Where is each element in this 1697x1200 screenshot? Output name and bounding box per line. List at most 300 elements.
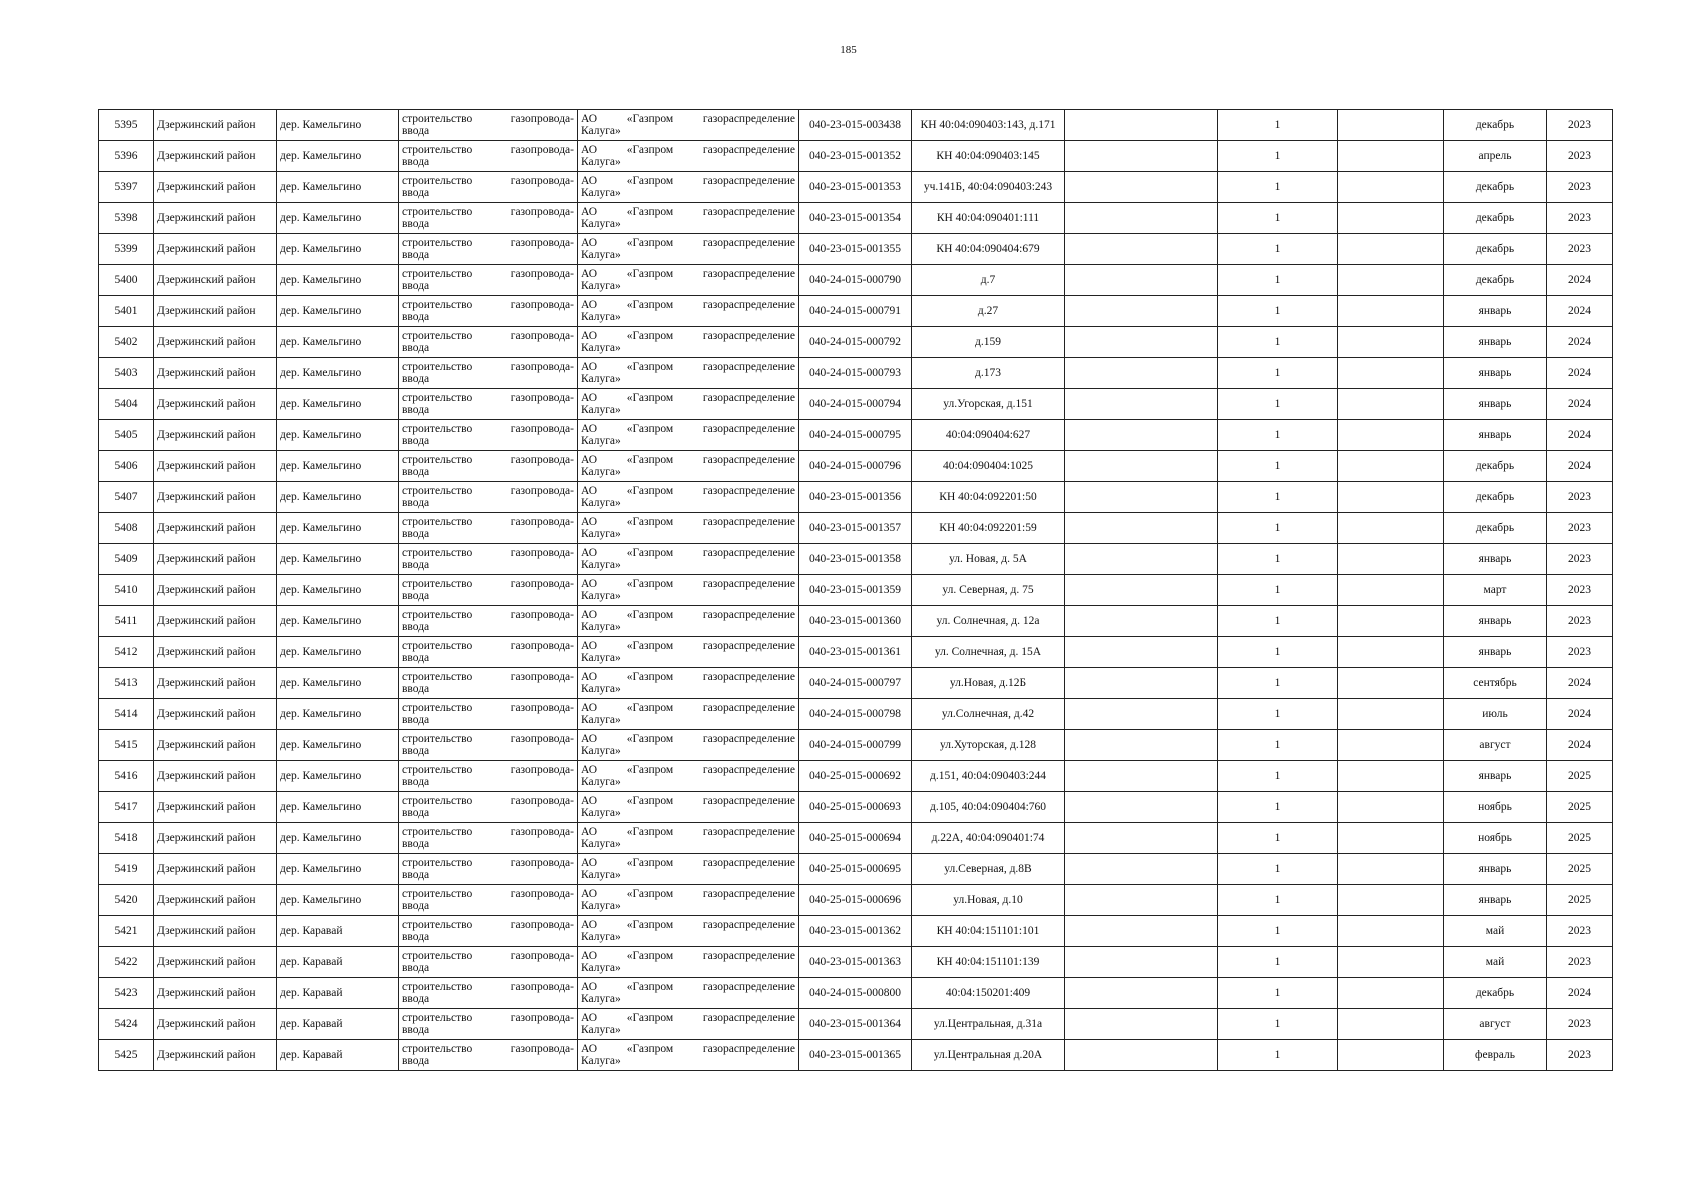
work-line-2: ввода bbox=[402, 900, 430, 912]
address-cell: уч.141Б, 40:04:090403:243 bbox=[912, 172, 1065, 203]
locality-cell: дер. Камельгино bbox=[277, 699, 399, 730]
work-line-2: ввода bbox=[402, 931, 430, 943]
table-row bbox=[99, 482, 1613, 513]
work-line-1: строительство газопровода- bbox=[402, 950, 574, 962]
month-cell: январь bbox=[1444, 761, 1547, 792]
organization-cell bbox=[578, 823, 799, 854]
organization-cell bbox=[578, 110, 799, 141]
registry-rows bbox=[99, 110, 1613, 1071]
locality-cell: дер. Камельгино bbox=[277, 637, 399, 668]
empty-cell bbox=[1065, 389, 1218, 420]
organization-line-1: АО «Газпром газораспределение bbox=[581, 237, 795, 249]
organization-line-2: Калуга» bbox=[581, 435, 621, 447]
work-line-2: ввода bbox=[402, 342, 430, 354]
organization-line-2: Калуга» bbox=[581, 962, 621, 974]
application-code-cell: 040-23-015-001354 bbox=[799, 203, 912, 234]
application-code-cell: 040-25-015-000695 bbox=[799, 854, 912, 885]
work-line-1: строительство газопровода- bbox=[402, 516, 574, 528]
quantity-cell: 1 bbox=[1218, 885, 1338, 916]
district-cell: Дзержинский район bbox=[154, 575, 277, 606]
work-cell bbox=[399, 544, 578, 575]
table-row bbox=[99, 637, 1613, 668]
application-code-cell: 040-23-015-003438 bbox=[799, 110, 912, 141]
empty-cell bbox=[1065, 699, 1218, 730]
organization-line-2: Калуга» bbox=[581, 528, 621, 540]
empty-cell bbox=[1065, 885, 1218, 916]
row-number: 5406 bbox=[99, 451, 154, 482]
organization-line-1: АО «Газпром газораспределение bbox=[581, 268, 795, 280]
empty-cell bbox=[1338, 389, 1444, 420]
empty-cell bbox=[1065, 916, 1218, 947]
district-cell: Дзержинский район bbox=[154, 637, 277, 668]
organization-cell bbox=[578, 947, 799, 978]
application-code-cell: 040-23-015-001352 bbox=[799, 141, 912, 172]
empty-cell bbox=[1065, 668, 1218, 699]
year-cell: 2024 bbox=[1547, 327, 1613, 358]
table-row bbox=[99, 947, 1613, 978]
organization-line-2: Калуга» bbox=[581, 187, 621, 199]
organization-line-2: Калуга» bbox=[581, 497, 621, 509]
work-line-1: строительство газопровода- bbox=[402, 671, 574, 683]
table-row bbox=[99, 823, 1613, 854]
work-cell bbox=[399, 234, 578, 265]
row-number: 5403 bbox=[99, 358, 154, 389]
work-line-2: ввода bbox=[402, 621, 430, 633]
organization-cell bbox=[578, 327, 799, 358]
quantity-cell: 1 bbox=[1218, 730, 1338, 761]
organization-cell bbox=[578, 265, 799, 296]
table-row bbox=[99, 110, 1613, 141]
row-number: 5414 bbox=[99, 699, 154, 730]
organization-cell bbox=[578, 451, 799, 482]
organization-line-1: АО «Газпром газораспределение bbox=[581, 578, 795, 590]
empty-cell bbox=[1065, 854, 1218, 885]
empty-cell bbox=[1338, 1040, 1444, 1071]
organization-cell bbox=[578, 792, 799, 823]
empty-cell bbox=[1338, 792, 1444, 823]
work-line-1: строительство газопровода- bbox=[402, 237, 574, 249]
address-cell: ул. Новая, д. 5А bbox=[912, 544, 1065, 575]
organization-line-2: Калуга» bbox=[581, 745, 621, 757]
organization-line-1: АО «Газпром газораспределение bbox=[581, 981, 795, 993]
organization-line-1: АО «Газпром газораспределение bbox=[581, 857, 795, 869]
work-cell bbox=[399, 513, 578, 544]
quantity-cell: 1 bbox=[1218, 544, 1338, 575]
table-row bbox=[99, 513, 1613, 544]
work-line-2: ввода bbox=[402, 466, 430, 478]
quantity-cell: 1 bbox=[1218, 978, 1338, 1009]
work-line-2: ввода bbox=[402, 249, 430, 261]
work-cell bbox=[399, 699, 578, 730]
empty-cell bbox=[1065, 761, 1218, 792]
year-cell: 2023 bbox=[1547, 172, 1613, 203]
organization-line-1: АО «Газпром газораспределение bbox=[581, 144, 795, 156]
organization-line-2: Калуга» bbox=[581, 156, 621, 168]
district-cell: Дзержинский район bbox=[154, 141, 277, 172]
address-cell: 40:04:090404:627 bbox=[912, 420, 1065, 451]
row-number: 5401 bbox=[99, 296, 154, 327]
organization-cell bbox=[578, 141, 799, 172]
empty-cell bbox=[1065, 1040, 1218, 1071]
empty-cell bbox=[1338, 854, 1444, 885]
month-cell: январь bbox=[1444, 358, 1547, 389]
application-code-cell: 040-23-015-001365 bbox=[799, 1040, 912, 1071]
address-cell: КН 40:04:092201:50 bbox=[912, 482, 1065, 513]
year-cell: 2024 bbox=[1547, 978, 1613, 1009]
work-line-2: ввода bbox=[402, 435, 430, 447]
month-cell: январь bbox=[1444, 854, 1547, 885]
application-code-cell: 040-23-015-001360 bbox=[799, 606, 912, 637]
row-number: 5398 bbox=[99, 203, 154, 234]
empty-cell bbox=[1338, 203, 1444, 234]
address-cell: КН 40:04:151101:101 bbox=[912, 916, 1065, 947]
work-line-1: строительство газопровода- bbox=[402, 268, 574, 280]
work-line-2: ввода bbox=[402, 714, 430, 726]
application-code-cell: 040-24-015-000793 bbox=[799, 358, 912, 389]
empty-cell bbox=[1338, 978, 1444, 1009]
empty-cell bbox=[1338, 606, 1444, 637]
address-cell: д.7 bbox=[912, 265, 1065, 296]
empty-cell bbox=[1338, 110, 1444, 141]
month-cell: декабрь bbox=[1444, 978, 1547, 1009]
organization-line-2: Калуга» bbox=[581, 683, 621, 695]
table-row bbox=[99, 358, 1613, 389]
district-cell: Дзержинский район bbox=[154, 482, 277, 513]
organization-cell bbox=[578, 699, 799, 730]
organization-line-2: Калуга» bbox=[581, 218, 621, 230]
work-cell bbox=[399, 1009, 578, 1040]
row-number: 5425 bbox=[99, 1040, 154, 1071]
table-row bbox=[99, 389, 1613, 420]
table-row bbox=[99, 854, 1613, 885]
empty-cell bbox=[1338, 296, 1444, 327]
quantity-cell: 1 bbox=[1218, 327, 1338, 358]
organization-line-1: АО «Газпром газораспределение bbox=[581, 454, 795, 466]
table-row bbox=[99, 761, 1613, 792]
empty-cell bbox=[1065, 203, 1218, 234]
district-cell: Дзержинский район bbox=[154, 854, 277, 885]
address-cell: КН 40:04:090404:679 bbox=[912, 234, 1065, 265]
organization-line-1: АО «Газпром газораспределение bbox=[581, 640, 795, 652]
empty-cell bbox=[1338, 761, 1444, 792]
year-cell: 2023 bbox=[1547, 482, 1613, 513]
district-cell: Дзержинский район bbox=[154, 916, 277, 947]
quantity-cell: 1 bbox=[1218, 637, 1338, 668]
locality-cell: дер. Камельгино bbox=[277, 544, 399, 575]
empty-cell bbox=[1338, 947, 1444, 978]
organization-line-2: Калуга» bbox=[581, 993, 621, 1005]
organization-cell bbox=[578, 296, 799, 327]
application-code-cell: 040-25-015-000696 bbox=[799, 885, 912, 916]
work-cell bbox=[399, 823, 578, 854]
row-number: 5409 bbox=[99, 544, 154, 575]
table-row bbox=[99, 792, 1613, 823]
locality-cell: дер. Камельгино bbox=[277, 730, 399, 761]
district-cell: Дзержинский район bbox=[154, 978, 277, 1009]
work-cell bbox=[399, 978, 578, 1009]
work-cell bbox=[399, 420, 578, 451]
table-row bbox=[99, 575, 1613, 606]
district-cell: Дзержинский район bbox=[154, 947, 277, 978]
quantity-cell: 1 bbox=[1218, 916, 1338, 947]
quantity-cell: 1 bbox=[1218, 389, 1338, 420]
empty-cell bbox=[1065, 823, 1218, 854]
empty-cell bbox=[1338, 358, 1444, 389]
locality-cell: дер. Камельгино bbox=[277, 606, 399, 637]
year-cell: 2024 bbox=[1547, 420, 1613, 451]
district-cell: Дзержинский район bbox=[154, 451, 277, 482]
address-cell: 40:04:150201:409 bbox=[912, 978, 1065, 1009]
organization-line-1: АО «Газпром газораспределение bbox=[581, 764, 795, 776]
quantity-cell: 1 bbox=[1218, 823, 1338, 854]
organization-cell bbox=[578, 420, 799, 451]
work-line-1: строительство газопровода- bbox=[402, 1043, 574, 1055]
work-line-1: строительство газопровода- bbox=[402, 888, 574, 900]
organization-line-2: Калуга» bbox=[581, 621, 621, 633]
work-line-1: строительство газопровода- bbox=[402, 392, 574, 404]
organization-line-2: Калуга» bbox=[581, 404, 621, 416]
district-cell: Дзержинский район bbox=[154, 606, 277, 637]
work-cell bbox=[399, 885, 578, 916]
month-cell: декабрь bbox=[1444, 203, 1547, 234]
application-code-cell: 040-23-015-001355 bbox=[799, 234, 912, 265]
empty-cell bbox=[1065, 544, 1218, 575]
year-cell: 2023 bbox=[1547, 544, 1613, 575]
organization-line-1: АО «Газпром газораспределение bbox=[581, 516, 795, 528]
district-cell: Дзержинский район bbox=[154, 792, 277, 823]
locality-cell: дер. Камельгино bbox=[277, 327, 399, 358]
work-cell bbox=[399, 916, 578, 947]
locality-cell: дер. Каравай bbox=[277, 1009, 399, 1040]
row-number: 5420 bbox=[99, 885, 154, 916]
district-cell: Дзержинский район bbox=[154, 513, 277, 544]
organization-line-2: Калуга» bbox=[581, 900, 621, 912]
empty-cell bbox=[1338, 513, 1444, 544]
work-line-2: ввода bbox=[402, 373, 430, 385]
quantity-cell: 1 bbox=[1218, 513, 1338, 544]
organization-line-1: АО «Газпром газораспределение bbox=[581, 733, 795, 745]
application-code-cell: 040-23-015-001364 bbox=[799, 1009, 912, 1040]
work-line-1: строительство газопровода- bbox=[402, 919, 574, 931]
month-cell: февраль bbox=[1444, 1040, 1547, 1071]
locality-cell: дер. Камельгино bbox=[277, 885, 399, 916]
locality-cell: дер. Каравай bbox=[277, 916, 399, 947]
empty-cell bbox=[1338, 420, 1444, 451]
month-cell: декабрь bbox=[1444, 172, 1547, 203]
district-cell: Дзержинский район bbox=[154, 544, 277, 575]
empty-cell bbox=[1338, 1009, 1444, 1040]
table-row bbox=[99, 699, 1613, 730]
row-number: 5408 bbox=[99, 513, 154, 544]
table-row bbox=[99, 916, 1613, 947]
quantity-cell: 1 bbox=[1218, 172, 1338, 203]
table-row bbox=[99, 1040, 1613, 1071]
quantity-cell: 1 bbox=[1218, 358, 1338, 389]
row-number: 5395 bbox=[99, 110, 154, 141]
district-cell: Дзержинский район bbox=[154, 265, 277, 296]
work-line-1: строительство газопровода- bbox=[402, 764, 574, 776]
address-cell: д.27 bbox=[912, 296, 1065, 327]
organization-line-2: Калуга» bbox=[581, 838, 621, 850]
row-number: 5411 bbox=[99, 606, 154, 637]
organization-line-2: Калуга» bbox=[581, 1055, 621, 1067]
quantity-cell: 1 bbox=[1218, 203, 1338, 234]
row-number: 5424 bbox=[99, 1009, 154, 1040]
district-cell: Дзержинский район bbox=[154, 389, 277, 420]
quantity-cell: 1 bbox=[1218, 110, 1338, 141]
organization-cell bbox=[578, 203, 799, 234]
organization-line-2: Калуга» bbox=[581, 373, 621, 385]
row-number: 5418 bbox=[99, 823, 154, 854]
application-code-cell: 040-24-015-000800 bbox=[799, 978, 912, 1009]
work-line-1: строительство газопровода- bbox=[402, 299, 574, 311]
district-cell: Дзержинский район bbox=[154, 296, 277, 327]
address-cell: д.159 bbox=[912, 327, 1065, 358]
empty-cell bbox=[1065, 420, 1218, 451]
empty-cell bbox=[1338, 265, 1444, 296]
district-cell: Дзержинский район bbox=[154, 1009, 277, 1040]
district-cell: Дзержинский район bbox=[154, 885, 277, 916]
table-row bbox=[99, 885, 1613, 916]
year-cell: 2024 bbox=[1547, 451, 1613, 482]
work-cell bbox=[399, 296, 578, 327]
work-line-1: строительство газопровода- bbox=[402, 795, 574, 807]
locality-cell: дер. Камельгино bbox=[277, 141, 399, 172]
work-cell bbox=[399, 358, 578, 389]
organization-cell bbox=[578, 358, 799, 389]
month-cell: декабрь bbox=[1444, 234, 1547, 265]
year-cell: 2024 bbox=[1547, 730, 1613, 761]
work-line-2: ввода bbox=[402, 218, 430, 230]
month-cell: ноябрь bbox=[1444, 823, 1547, 854]
month-cell: январь bbox=[1444, 296, 1547, 327]
organization-line-1: АО «Газпром газораспределение bbox=[581, 299, 795, 311]
row-number: 5413 bbox=[99, 668, 154, 699]
table-row bbox=[99, 420, 1613, 451]
work-line-1: строительство газопровода- bbox=[402, 113, 574, 125]
quantity-cell: 1 bbox=[1218, 1040, 1338, 1071]
organization-line-1: АО «Газпром газораспределение bbox=[581, 423, 795, 435]
work-line-1: строительство газопровода- bbox=[402, 485, 574, 497]
year-cell: 2023 bbox=[1547, 203, 1613, 234]
month-cell: январь bbox=[1444, 885, 1547, 916]
application-code-cell: 040-25-015-000693 bbox=[799, 792, 912, 823]
organization-cell bbox=[578, 606, 799, 637]
work-line-2: ввода bbox=[402, 187, 430, 199]
empty-cell bbox=[1065, 606, 1218, 637]
locality-cell: дер. Камельгино bbox=[277, 792, 399, 823]
work-line-2: ввода bbox=[402, 652, 430, 664]
application-code-cell: 040-24-015-000791 bbox=[799, 296, 912, 327]
organization-line-1: АО «Газпром газораспределение bbox=[581, 702, 795, 714]
quantity-cell: 1 bbox=[1218, 854, 1338, 885]
work-cell bbox=[399, 265, 578, 296]
organization-cell bbox=[578, 234, 799, 265]
empty-cell bbox=[1065, 730, 1218, 761]
month-cell: сентябрь bbox=[1444, 668, 1547, 699]
work-line-2: ввода bbox=[402, 1024, 430, 1036]
year-cell: 2023 bbox=[1547, 234, 1613, 265]
organization-line-2: Калуга» bbox=[581, 311, 621, 323]
organization-line-2: Калуга» bbox=[581, 559, 621, 571]
work-cell bbox=[399, 854, 578, 885]
work-line-2: ввода bbox=[402, 776, 430, 788]
work-line-2: ввода bbox=[402, 590, 430, 602]
locality-cell: дер. Камельгино bbox=[277, 110, 399, 141]
empty-cell bbox=[1065, 482, 1218, 513]
empty-cell bbox=[1065, 451, 1218, 482]
month-cell: январь bbox=[1444, 606, 1547, 637]
address-cell: ул. Солнечная, д. 15А bbox=[912, 637, 1065, 668]
organization-line-1: АО «Газпром газораспределение bbox=[581, 113, 795, 125]
year-cell: 2023 bbox=[1547, 637, 1613, 668]
district-cell: Дзержинский район bbox=[154, 1040, 277, 1071]
work-line-1: строительство газопровода- bbox=[402, 175, 574, 187]
work-line-2: ввода bbox=[402, 838, 430, 850]
application-code-cell: 040-23-015-001362 bbox=[799, 916, 912, 947]
work-line-2: ввода bbox=[402, 683, 430, 695]
table-row bbox=[99, 203, 1613, 234]
work-line-1: строительство газопровода- bbox=[402, 640, 574, 652]
quantity-cell: 1 bbox=[1218, 234, 1338, 265]
organization-line-1: АО «Газпром газораспределение bbox=[581, 1012, 795, 1024]
quantity-cell: 1 bbox=[1218, 606, 1338, 637]
empty-cell bbox=[1338, 885, 1444, 916]
quantity-cell: 1 bbox=[1218, 482, 1338, 513]
work-cell bbox=[399, 761, 578, 792]
empty-cell bbox=[1338, 482, 1444, 513]
empty-cell bbox=[1338, 823, 1444, 854]
work-line-1: строительство газопровода- bbox=[402, 330, 574, 342]
empty-cell bbox=[1065, 978, 1218, 1009]
work-cell bbox=[399, 451, 578, 482]
organization-cell bbox=[578, 730, 799, 761]
organization-line-1: АО «Газпром газораспределение bbox=[581, 1043, 795, 1055]
organization-line-2: Калуга» bbox=[581, 466, 621, 478]
locality-cell: дер. Камельгино bbox=[277, 234, 399, 265]
empty-cell bbox=[1338, 451, 1444, 482]
application-code-cell: 040-24-015-000799 bbox=[799, 730, 912, 761]
month-cell: июль bbox=[1444, 699, 1547, 730]
work-line-2: ввода bbox=[402, 280, 430, 292]
address-cell: ул. Солнечная, д. 12а bbox=[912, 606, 1065, 637]
organization-line-2: Калуга» bbox=[581, 1024, 621, 1036]
organization-cell bbox=[578, 637, 799, 668]
locality-cell: дер. Камельгино bbox=[277, 203, 399, 234]
application-code-cell: 040-24-015-000794 bbox=[799, 389, 912, 420]
registry-table bbox=[98, 109, 1613, 1071]
row-number: 5416 bbox=[99, 761, 154, 792]
work-line-2: ввода bbox=[402, 497, 430, 509]
row-number: 5422 bbox=[99, 947, 154, 978]
year-cell: 2025 bbox=[1547, 761, 1613, 792]
address-cell: д.151, 40:04:090403:244 bbox=[912, 761, 1065, 792]
year-cell: 2025 bbox=[1547, 823, 1613, 854]
organization-line-1: АО «Газпром газораспределение bbox=[581, 175, 795, 187]
work-cell bbox=[399, 482, 578, 513]
empty-cell bbox=[1065, 234, 1218, 265]
address-cell: ул.Хуторская, д.128 bbox=[912, 730, 1065, 761]
organization-cell bbox=[578, 978, 799, 1009]
table-row bbox=[99, 978, 1613, 1009]
work-cell bbox=[399, 203, 578, 234]
table-row bbox=[99, 451, 1613, 482]
application-code-cell: 040-23-015-001356 bbox=[799, 482, 912, 513]
row-number: 5423 bbox=[99, 978, 154, 1009]
application-code-cell: 040-23-015-001359 bbox=[799, 575, 912, 606]
work-line-2: ввода bbox=[402, 559, 430, 571]
row-number: 5412 bbox=[99, 637, 154, 668]
